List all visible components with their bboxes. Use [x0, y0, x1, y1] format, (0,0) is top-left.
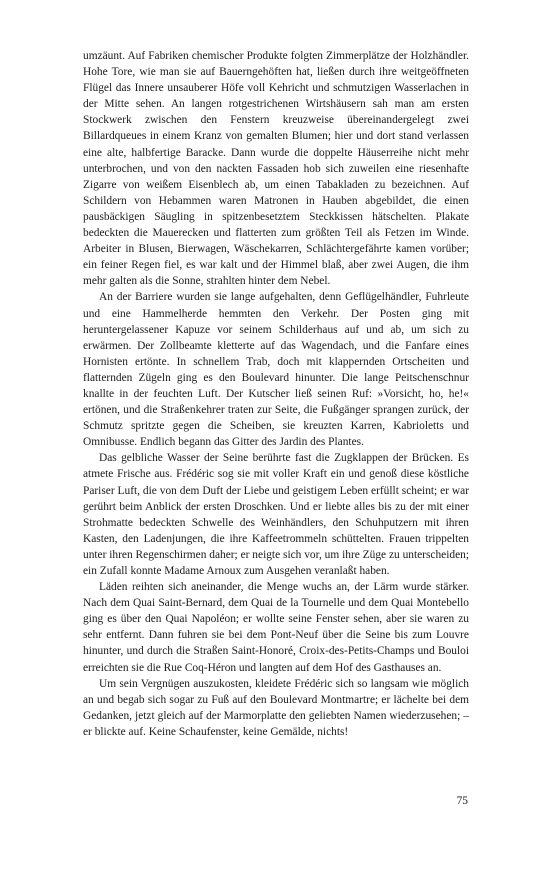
paragraph-1: umzäunt. Auf Fabriken chemischer Produkte folgten Zimmerplätze der Holzhändler. Hohe Tore, wie man sie auf Bauerngehöften hat, ließen durch ihre weitgeöffneten Flügel das Innere unsauberer Höfe voll Kehricht und schmutzigen Wasserlachen in der Mitte sehen. An langen rotgestrichenen Wirtshäusern sah man am ersten Stockwerk zwischen den Fenstern kreuzweise übereinandergelegt zwei Billardqueues in einem Kranz von gemalten Blumen; hier und dort stand verlassen eine alte, halbfertige Baracke. Dann wurde die doppelte Häuserreihe nicht mehr unterbrochen, und von den nackten Fassaden hob sich zuweilen eine riesenhafte Zigarre von weißem Eisenblech ab, um einen Tabakladen zu bezeichnen. Auf Schildern von Hebammen waren Matronen in Hauben abgebildet, die einen pausbäckigen Säugling in spitzenbesetztem Steckkissen hätschelten. Plakate bedeckten die Mauerecken und flatterten zum größten Teil als Fetzen im Winde. Arbeiter in Blusen, Bierwagen, Wäschekarren, Schlächtergefährte kamen vorüber; ein feiner Regen fiel, es war kalt und der Himmel blaß, aber zwei Augen, die ihm mehr galten als die Sonne, strahlten hinter dem Nebel.	[83, 50, 469, 288]
paragraph-2: An der Barriere wurden sie lange aufgehalten, denn Geflügelhändler, Fuhrleute und eine Hammelherde hemmten den Verkehr. Der Posten ging mit heruntergelassener Kapuze vor seinem Schilderhaus auf und ab, um sich zu erwärmen. Der Zollbeamte kletterte auf das Wagendach, und die Fanfare eines Hornisten ertönte. In schnellem Trab, doch mit klappernden Ortscheiten und flatternden Zügeln ging es den Boulevard hinunter. Die lange Peitschenschnur knallte in der feuchten Luft. Der Kutscher ließ seinen Ruf: »Vorsicht, ho, he!« ertönen, und die Straßenkehrer traten zur Seite, die Fußgänger sprangen zurück, der Schmutz spritzte gegen die Scheiben, sie kreuzten Karren, Kabrioletts und Omnibusse. Endlich begann das Gitter des Jardin des Plantes.	[83, 291, 469, 449]
body-text	[83, 48, 469, 740]
paragraph-3: Das gelbliche Wasser der Seine berührte fast die Zugklappen der Brücken. Es atmete Frische aus. Frédéric sog sie mit voller Kraft ein und genoß diese köstliche Pariser Luft, die von dem Duft der Liebe und geistigem Leben erfüllt scheint; er war gerührt beim Anblick der ersten Droschken. Und er liebte alles bis zu der mit einer Strohmatte bedeckten Schwelle des Weinhändlers, den Schuhputzern mit ihren Kasten, den Ladenjungen, die ihre Kaffeetrommeln schüttelten. Frauen trippelten unter ihren Regenschirmen daher; er neigte sich vor, um ihre Züge zu unterscheiden; ein Zufall konnte Madame Arnoux zum Ausgehen veranlaßt haben.	[83, 452, 469, 577]
paragraph-4: Läden reihten sich aneinander, die Menge wuchs an, der Lärm wurde stärker. Nach dem Quai Saint-Bernard, dem Quai de la Tournelle und dem Quai Montebello ging es über den Quai Napoléon; er wollte seine Fenster sehen, aber sie waren zu sehr entfernt. Dann fuhren sie bei dem Pont-Neuf über die Seine bis zum Louvre hinunter, und durch die Straßen Saint-Honoré, Croix-des-Petits-Champs und Bouloi erreichten sie die Rue Coq-Héron und langten auf dem Hof des Gasthauses an.	[83, 581, 469, 674]
page-number: 75	[456, 795, 468, 807]
paragraph-5: Um sein Vergnügen auszukosten, kleidete Frédéric sich so langsam wie möglich an und begab sich sogar zu Fuß auf den Boulevard Montmartre; er lächelte bei dem Gedanken, jetzt gleich auf der Marmorplatte den geliebten Namen wiederzusehen; – er blickte auf. Keine Schaufenster, keine Gemälde, nichts!	[83, 677, 469, 738]
